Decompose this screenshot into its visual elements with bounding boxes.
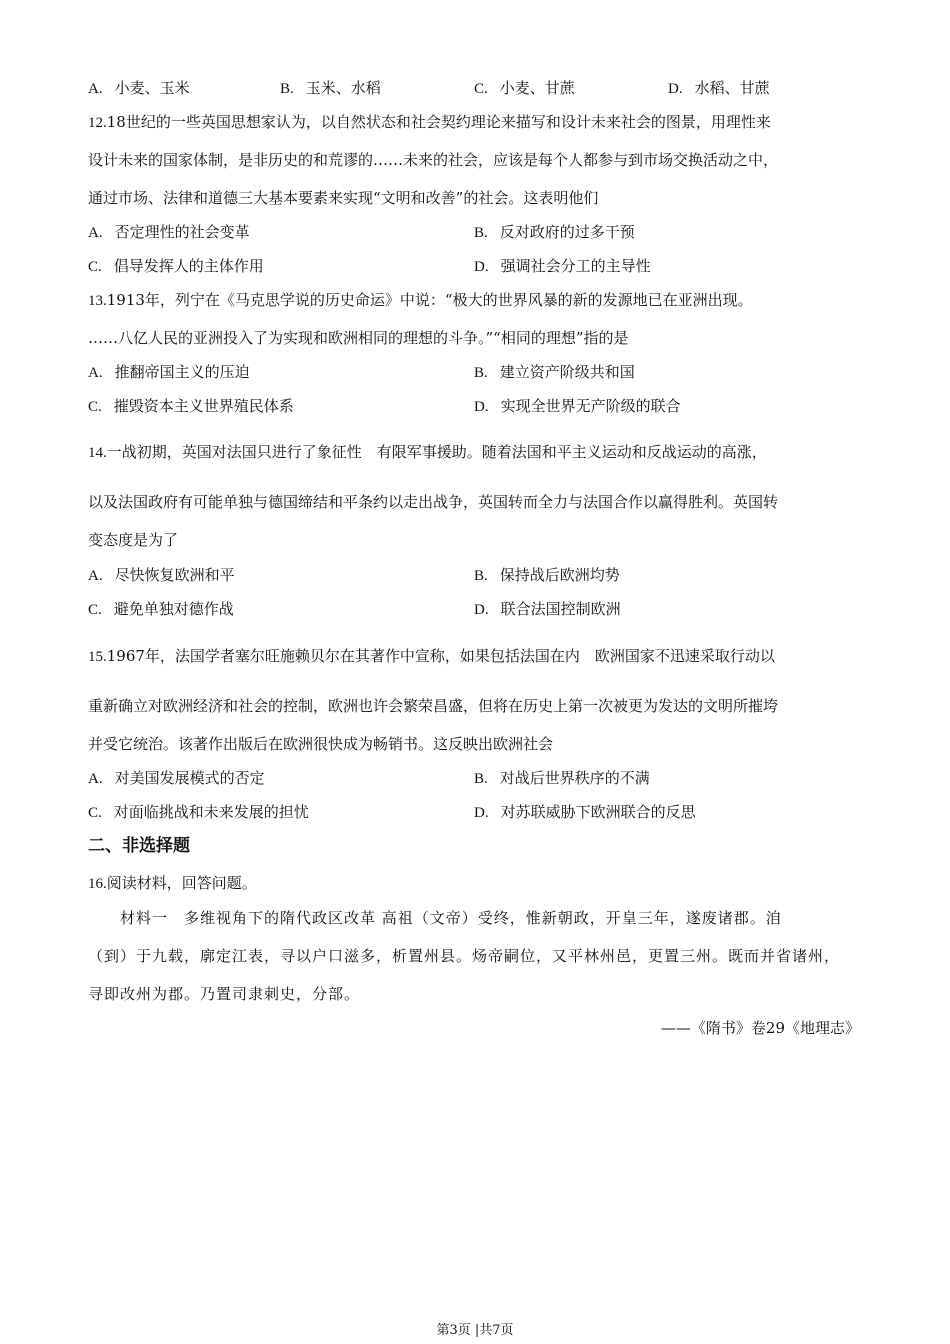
- q11-option-a: A. 小麦、玉米: [88, 79, 190, 97]
- q15-option-c: C. 对面临挑战和未来发展的担忧: [88, 803, 309, 821]
- q15-stem-line-1: 15.1967年，法国学者塞尔旺施赖贝尔在其著作中宣称，如果包括法国在内 欧洲国家不迅速采取行动以: [88, 647, 775, 665]
- q12-stem-line-2: 设计未来的国家体制，是非历史的和荒谬的……未来的社会，应该是每个人都参与到市场交换活动之中，: [88, 151, 779, 169]
- q12-stem-line-3: 通过市场、法律和道德三大基本要素来实现“文明和改善”的社会。这表明他们: [88, 189, 599, 207]
- q15-option-d: D. 对苏联威胁下欧洲联合的反思: [474, 803, 696, 821]
- q15-option-a: A. 对美国发展模式的否定: [88, 769, 265, 787]
- q15-stem-line-2: 重新确立对欧洲经济和社会的控制，欧洲也许会繁荣昌盛，但将在历史上第一次被更为发达的文明所摧垮: [88, 697, 779, 715]
- q15-option-b: B. 对战后世界秩序的不满: [474, 769, 650, 787]
- q14-stem-line-1: 14.一战初期，英国对法国只进行了象征性 有限军事援助。随着法国和平主义运动和反战运动的高涨，: [88, 443, 767, 461]
- q11-option-b: B. 玉米、水稻: [280, 79, 381, 97]
- q16-material-line-1: 材料一 多维视角下的隋代政区改革 高祖（文帝）受终，惟新朝政，开皇三年，遂废诸郡。洎: [120, 909, 782, 927]
- q16-material-line-2: （到）于九载，廓定江表，寻以户口滋多，析置州县。炀帝嗣位，又平林州邑，更置三州。既而并省诸州，: [88, 947, 841, 965]
- q11-option-d: D. 水稻、甘蔗: [668, 79, 770, 97]
- q14-option-b: B. 保持战后欧洲均势: [474, 566, 620, 584]
- q16-prompt: 16.阅读材料，回答问题。: [88, 874, 257, 892]
- q14-option-c: C. 避免单独对德作战: [88, 600, 234, 618]
- q13-option-a: A. 推翻帝国主义的压迫: [88, 363, 250, 381]
- q12-option-b: B. 反对政府的过多干预: [474, 223, 635, 241]
- q16-material-line-3: 寻即改州为郡。乃置司隶刺史，分部。: [88, 985, 361, 1003]
- page-footer: 第3页 |共7页: [436, 1323, 514, 1338]
- q16-source: ——《隋书》卷29《地理志》: [660, 1019, 860, 1037]
- q11-option-c: C. 小麦、甘蔗: [474, 79, 575, 97]
- q12-option-a: A. 否定理性的社会变革: [88, 223, 250, 241]
- q14-stem-line-3: 变态度是为了: [88, 531, 179, 549]
- section-heading: 二、非选择题: [88, 836, 190, 856]
- q13-option-c: C. 摧毁资本主义世界殖民体系: [88, 397, 294, 415]
- q14-option-d: D. 联合法国控制欧洲: [474, 600, 621, 618]
- q13-option-b: B. 建立资产阶级共和国: [474, 363, 635, 381]
- q13-option-d: D. 实现全世界无产阶级的联合: [474, 397, 681, 415]
- q13-stem-line-1: 13.1913年，列宁在《马克思学说的历史命运》中说：“极大的世界风暴的新的发源地已在亚洲出现。: [88, 291, 753, 309]
- q12-stem-line-1: 12.18世纪的一些英国思想家认为，以自然状态和社会契约理论来描写和设计未来社会的图景，用理性来: [88, 113, 771, 131]
- q14-stem-line-2: 以及法国政府有可能单独与德国缔结和平条约以走出战争，英国转而全力与法国合作以赢得胜利。英国转: [88, 493, 779, 511]
- q15-stem-line-3: 并受它统治。该著作出版后在欧洲很快成为畅销书。这反映出欧洲社会: [88, 735, 554, 753]
- q12-option-d: D. 强调社会分工的主导性: [474, 257, 651, 275]
- q14-option-a: A. 尽快恢复欧洲和平: [88, 566, 235, 584]
- q12-option-c: C. 倡导发挥人的主体作用: [88, 257, 264, 275]
- q13-stem-line-2: ……八亿人民的亚洲投入了为实现和欧洲相同的理想的斗争。”“相同的理想”指的是: [88, 329, 629, 347]
